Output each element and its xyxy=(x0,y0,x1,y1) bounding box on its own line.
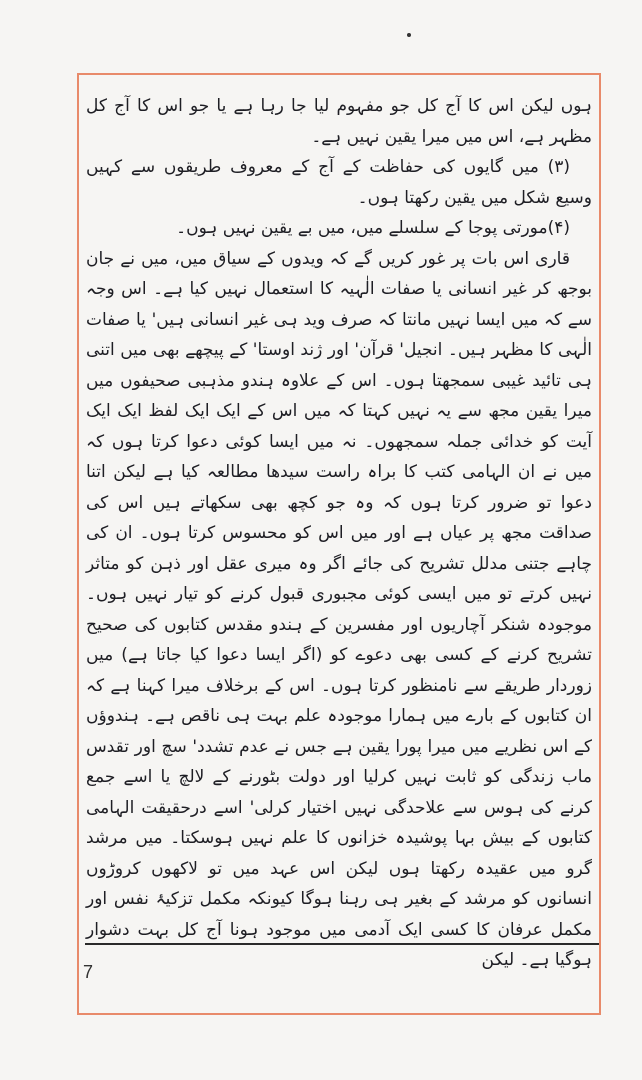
paragraph-point-3: (۳) میں گایوں کی حفاظت کے آج کے معروف طریقوں سے کہیں وسیع شکل میں یقین رکھتا ہوں۔ xyxy=(86,157,592,208)
page-number: 7 xyxy=(83,962,94,982)
footer-rule xyxy=(85,943,599,945)
paragraph-main: قاری اس بات پر غور کریں گے کہ ویدوں کے سیاق میں، میں نے جان بوجھ کر غیر انسانی یا صفات الٰہیہ کا استعمال نہیں کیا ہے۔ اس وجہ سے کہ میں ایسا نہیں مانتا کہ صرف وید ہی غیر انسانی ہیں' یا صفات الٰہی کا مظہر ہیں۔ انجیل' قرآن' اور ژند اوستا' کے پیچھے بھی میں اتنی ہی تائید غیبی سمجھتا ہوں۔ اس کے علاوہ ہندو مذہبی صحیفوں میں میرا یقین مجھ سے یہ نہیں کہتا کہ میں اس کے ایک ایک لفظ ایک ایک آیت کو خدائی جملہ سمجھوں۔ نہ میں ایسا کوئی دعوا کرتا ہوں کہ میں نے ان الہامی کتب کا براہ راست سیدھا مطالعہ کیا ہے لیکن اتنا دعوا تو ضرور کرتا ہوں کہ وہ جو کچھ بھی سکھاتے ہیں اس کی صداقت مجھ پر عیاں ہے اور میں اس کو محسوس کرتا ہوں۔ ان کی چاہے جتنی مدلل تشریح کی جائے اگر وہ میری عقل اور ذہن کو متاثر نہیں کرتے تو میں ایسی کوئی مجبوری قبول کرنے کو تیار نہیں ہوں۔ موجودہ شنکر آچاریوں اور مفسرین کے ہندو مقدس کتابوں کی صحیح تشریح کرنے کے کسی بھی دعوے کو (اگر ایسا دعوا کیا جاتا ہے) میں زوردار طریقے سے نامنظور کرتا ہوں۔ اس کے برخلاف میرا کہنا ہے کہ ان کتابوں کے بارے میں ہمارا موجودہ علم بہت ہی ناقص ہے۔ ہندوؤں کے اس نظریے میں میرا پورا یقین ہے جس نے عدم تشدد' سچ اور تقدس ماب زندگی کو ثابت نہیں کرلیا اور دولت بٹورنے کے لالچ یا اسے جمع کرنے کی ہوس سے علاحدگی نہیں اختیار کرلی' اسے درحقیقت الہامی کتابوں کے بیش بہا پوشیدہ خزانوں کا علم نہیں ہوسکتا۔ میں مرشد گرو میں عقیدہ رکھتا ہوں لیکن اس عہد میں تو لاکھوں کروڑوں انسانوں کو مرشد کے بغیر ہی رہنا ہوگا کیونکہ مکمل تزکیۂ نفس اور مکمل عرفان کا کسی ایک آدمی میں موجود ہونا آج کل بہت دشوار ہوگیا ہے۔ لیکن xyxy=(86,248,592,970)
paragraph-point-4: (۴)مورتی پوجا کے سلسلے میں، میں بے یقین نہیں ہوں۔ xyxy=(176,218,570,238)
paragraph-continuation: ہوں لیکن اس کا آج کل جو مفہوم لیا جا رہا ہے یا جو اس کا آج کل مظہر ہے، اس میں میرا یقین نہیں ہے۔ xyxy=(86,96,592,147)
page-body-text xyxy=(86,91,592,976)
page-speck xyxy=(407,33,411,37)
